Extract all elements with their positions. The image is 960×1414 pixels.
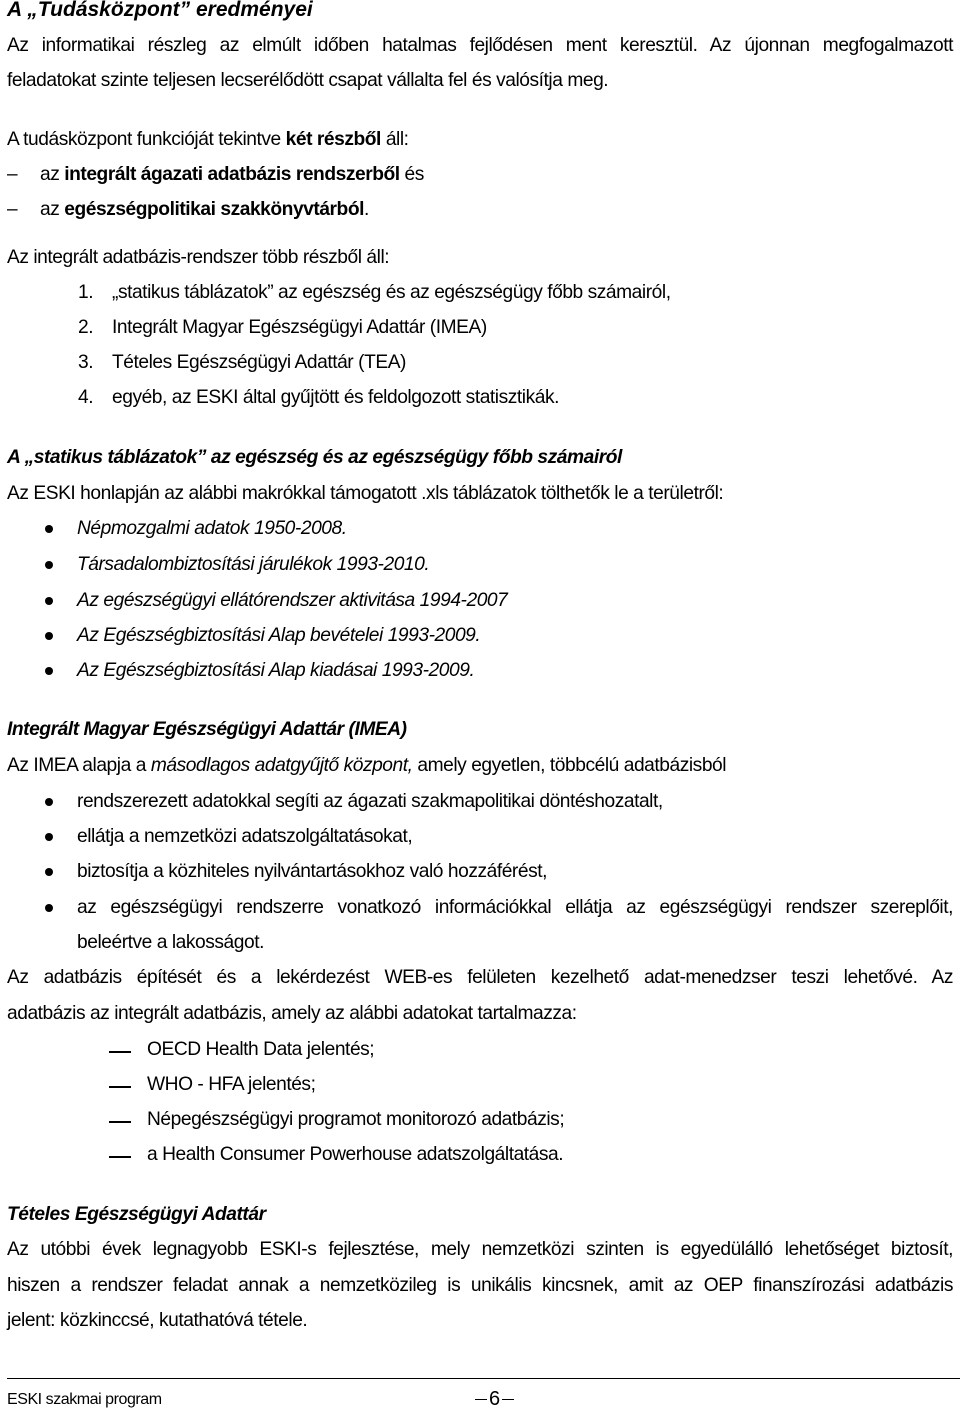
intro-line-2: feladatokat szinte teljesen lecserélődött csapat vállalta fel és valósítja meg. (7, 70, 609, 91)
imea-heading: Integrált Magyar Egészségügyi Adattár (IMEA) (7, 719, 407, 740)
imea-lead-italic: másodlagos adatgyűjtő központ, (150, 755, 413, 776)
imea-item-1: rendszerezett adatokkal segíti az ágazati szakmapolitikai döntéshozatalt, (77, 791, 663, 812)
page-number (473, 1388, 516, 1411)
integrated-item-2: Integrált Magyar Egészségügyi Adattár (IMEA) (112, 317, 487, 338)
imea-item-4-cont: beleértve a lakosságot. (77, 932, 264, 953)
page-number-value: 6 (489, 1388, 501, 1410)
footer-divider (7, 1378, 960, 1379)
tea-line-3: jelent: közkinccsé, kutathatóvá tétele. (7, 1310, 308, 1331)
integrated-lead: Az integrált adatbázis-rendszer több részből áll: (7, 247, 390, 268)
footer-title: ESKI szakmai program (7, 1391, 162, 1408)
bullet-dot (45, 667, 53, 675)
imea-item-3: biztosítja a közhiteles nyilvántartásokhoz való hozzáférést, (77, 861, 548, 882)
imea-item-4: az egészségügyi rendszerre vonatkozó információkkal ellátja az egészségügyi rendszer szereplőit, (77, 897, 953, 918)
imea-lead (7, 754, 726, 778)
function-lead (7, 128, 409, 152)
bullet-dot (45, 561, 53, 569)
bullet-dot (45, 868, 53, 876)
function-item-tail: és (399, 164, 424, 185)
static-item-5: Az Egészségbiztosítási Alap kiadásai 1993-2009. (77, 660, 475, 681)
function-lead-bold: két részből (285, 129, 381, 150)
integrated-item-4: egyéb, az ESKI által gyűjtött és feldolgozott statisztikák. (112, 387, 559, 408)
imea-source-4: a Health Consumer Powerhouse adatszolgáltatása. (147, 1144, 564, 1165)
bullet-dot (45, 798, 53, 806)
imea-para-line-2: adatbázis az integrált adatbázis, amely az alábbi adatokat tartalmazza: (7, 1003, 577, 1024)
function-item-tail: . (363, 199, 369, 220)
function-lead-text: A tudásközpont funkcióját tekintve (7, 129, 286, 150)
static-item-2: Társadalombiztosítási járulékok 1993-2010. (77, 554, 430, 575)
bullet-dot (45, 904, 53, 912)
imea-source-2: WHO - HFA jelentés; (147, 1074, 316, 1095)
function-item-bold: integrált ágazati adatbázis rendszerből (64, 164, 400, 185)
dash-bullet (109, 1086, 131, 1088)
function-item-text: az (40, 164, 65, 185)
function-lead-tail: áll: (380, 129, 409, 150)
imea-item-2: ellátja a nemzetközi adatszolgáltatásokat, (77, 826, 413, 847)
function-item-bold: egészségpolitikai szakkönyvtárból (64, 199, 364, 220)
integrated-item-3: Tételes Egészségügyi Adattár (TEA) (112, 352, 406, 373)
dash-bullet (109, 1121, 131, 1123)
integrated-item-1: „statikus táblázatok” az egészség és az egészségügy főbb számairól, (112, 282, 671, 303)
bullet-dot (45, 632, 53, 640)
list-number: 3. (78, 352, 94, 373)
imea-lead-text: Az IMEA alapja a (7, 755, 151, 776)
imea-para-line-1: Az adatbázis építését és a lekérdezést WEB-es felületen kezelhető adat-menedzser teszi lehetővé. Az (7, 967, 953, 988)
imea-lead-tail: amely egyetlen, többcélú adatbázisból (412, 755, 727, 776)
tea-line-2: hiszen a rendszer feladat annak a nemzetközileg is unikális kincsnek, amit az OEP finanszírozási adatbázis (7, 1275, 953, 1296)
list-number: 2. (78, 317, 94, 338)
list-number: 4. (78, 387, 94, 408)
tea-heading: Tételes Egészségügyi Adattár (7, 1204, 266, 1225)
list-number: 1. (78, 282, 94, 303)
dash-bullet: – (7, 164, 18, 185)
static-heading: A „statikus táblázatok” az egészség és az egészségügy főbb számairól (7, 447, 622, 468)
bullet-dot (45, 597, 53, 605)
static-item-1: Népmozgalmi adatok 1950-2008. (77, 518, 347, 539)
bullet-dot (45, 525, 53, 533)
static-item-3: Az egészségügyi ellátórendszer aktivitása 1994-2007 (77, 590, 508, 611)
static-item-4: Az Egészségbiztosítási Alap bevételei 1993-2009. (77, 625, 481, 646)
imea-source-3: Népegészségügyi programot monitorozó adatbázis; (147, 1109, 565, 1130)
function-item-text: az (40, 199, 65, 220)
dash-bullet: – (7, 199, 18, 220)
imea-source-1: OECD Health Data jelentés; (147, 1039, 375, 1060)
function-item-1 (40, 163, 424, 187)
static-lead: Az ESKI honlapján az alábbi makrókkal támogatott .xls táblázatok tölthetők le a területről: (7, 483, 724, 504)
intro-line-1: Az informatikai részleg az elmúlt időben hatalmas fejlődésen ment keresztül. Az újonnan megfogalmazott (7, 35, 953, 56)
tea-line-1: Az utóbbi évek legnagyobb ESKI-s fejlesztése, mely nemzetközi szinten is egyedülálló lehetőséget biztosít, (7, 1239, 953, 1260)
function-item-2 (40, 198, 369, 222)
dash-bullet (109, 1051, 131, 1053)
dash-bullet (109, 1156, 131, 1158)
page-title: A „Tudásközpont” eredményei (7, 0, 313, 21)
bullet-dot (45, 833, 53, 841)
